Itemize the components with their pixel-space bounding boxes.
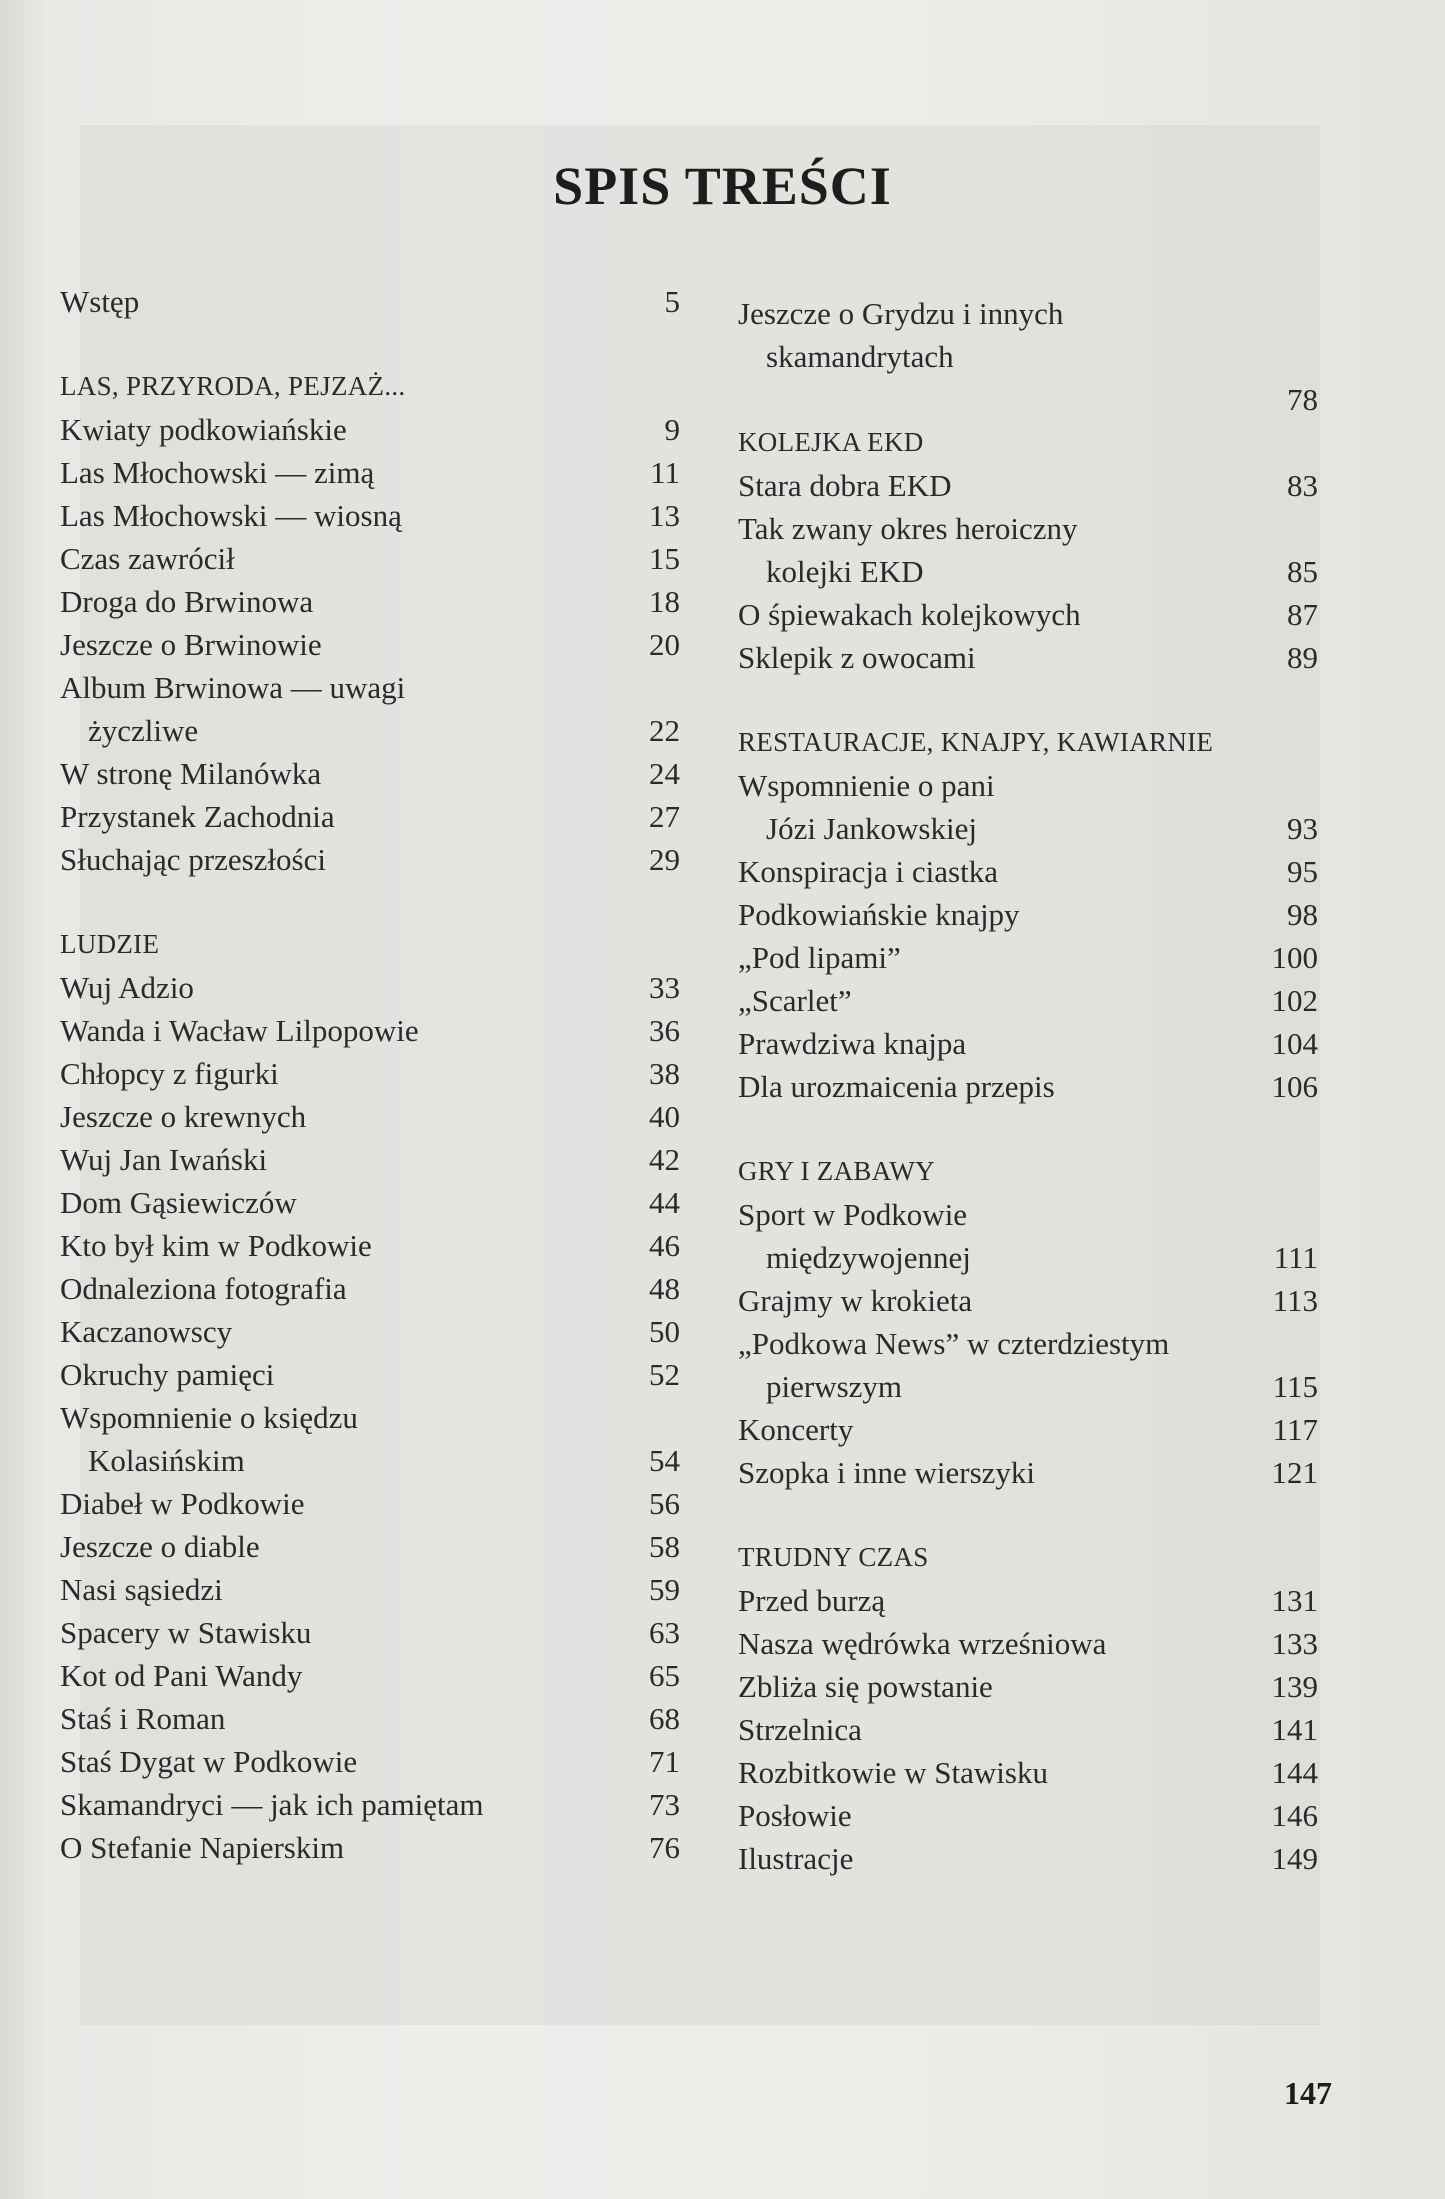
toc-entry-title: Spacery w Stawisku bbox=[60, 1615, 312, 1650]
toc-entry bbox=[738, 1708, 1318, 1751]
toc-entry bbox=[60, 1439, 680, 1482]
toc-entry-page: 33 bbox=[649, 970, 680, 1005]
toc-entry-page: 78 bbox=[1287, 382, 1318, 417]
toc-entry-page: 106 bbox=[1271, 1069, 1318, 1104]
toc-entry-page: 73 bbox=[649, 1787, 680, 1822]
toc-entry-title: Podkowiańskie knajpy bbox=[738, 897, 1020, 932]
toc-section-heading bbox=[738, 421, 1318, 464]
toc-entry bbox=[60, 580, 680, 623]
toc-entry-title: O Stefanie Napierskim bbox=[60, 1830, 345, 1865]
toc-entry bbox=[60, 838, 680, 881]
toc-entry bbox=[738, 1622, 1318, 1665]
toc-entry bbox=[738, 507, 1318, 550]
toc-section-heading bbox=[738, 1150, 1318, 1193]
toc-entry-title: Przystanek Zachodnia bbox=[60, 799, 335, 834]
toc-entry-page: 9 bbox=[664, 412, 680, 447]
toc-section-heading bbox=[738, 721, 1318, 764]
toc-entry-page: 29 bbox=[649, 842, 680, 877]
toc-entry-title: Las Młochowski — zimą bbox=[60, 455, 375, 490]
toc-entry-title: Kot od Pani Wandy bbox=[60, 1658, 303, 1693]
toc-left-column bbox=[60, 280, 680, 1869]
toc-entry-page: 5 bbox=[664, 284, 680, 319]
toc-entry bbox=[738, 764, 1318, 807]
toc-entry bbox=[738, 1022, 1318, 1065]
toc-entry bbox=[60, 966, 680, 1009]
toc-entry-title: Droga do Brwinowa bbox=[60, 584, 314, 619]
toc-entry-page: 65 bbox=[649, 1658, 680, 1693]
toc-entry-page: 63 bbox=[649, 1615, 680, 1650]
toc-entry bbox=[738, 1751, 1318, 1794]
toc-entry-title: Okruchy pamięci bbox=[60, 1357, 275, 1392]
toc-entry bbox=[738, 1451, 1318, 1494]
toc-entry-page: 46 bbox=[649, 1228, 680, 1263]
toc-entry bbox=[738, 1193, 1318, 1236]
toc-entry bbox=[60, 1396, 680, 1439]
toc-entry-page: 76 bbox=[649, 1830, 680, 1865]
toc-entry bbox=[60, 1740, 680, 1783]
toc-entry-page: 104 bbox=[1271, 1026, 1318, 1061]
toc-entry-title: W stronę Milanówka bbox=[60, 756, 322, 791]
toc-entry-title: „Pod lipami” bbox=[738, 940, 901, 975]
toc-entry bbox=[738, 1236, 1318, 1279]
toc-entry-page: 131 bbox=[1271, 1583, 1318, 1618]
toc-entry-title: Kaczanowscy bbox=[60, 1314, 233, 1349]
toc-entry-page: 100 bbox=[1271, 940, 1318, 975]
toc-entry bbox=[60, 1482, 680, 1525]
toc-entry bbox=[738, 850, 1318, 893]
toc-entry bbox=[60, 1009, 680, 1052]
toc-entry-page: 18 bbox=[649, 584, 680, 619]
toc-entry-title: Józi Jankowskiej bbox=[766, 811, 977, 846]
page-title: SPIS TREŚCI bbox=[553, 156, 892, 216]
toc-entry bbox=[738, 1579, 1318, 1622]
toc-entry bbox=[738, 807, 1318, 850]
toc-entry bbox=[60, 1267, 680, 1310]
toc-entry-page: 113 bbox=[1272, 1283, 1318, 1318]
toc-entry bbox=[60, 1611, 680, 1654]
toc-entry bbox=[60, 494, 680, 537]
toc-entry bbox=[738, 550, 1318, 593]
toc-entry-page: 87 bbox=[1287, 597, 1318, 632]
toc-entry-title: Kto był kim w Podkowie bbox=[60, 1228, 372, 1263]
toc-entry-title: Przed burzą bbox=[738, 1583, 886, 1618]
toc-entry-title: Dla urozmaicenia przepis bbox=[738, 1069, 1055, 1104]
toc-entry bbox=[60, 1525, 680, 1568]
toc-entry-page: 22 bbox=[649, 713, 680, 748]
toc-entry-page: 133 bbox=[1271, 1626, 1318, 1661]
toc-entry-title: Sklepik z owocami bbox=[738, 640, 976, 675]
toc-entry-page: 95 bbox=[1287, 854, 1318, 889]
toc-entry-title: „Podkowa News” w czterdziestym bbox=[738, 1326, 1170, 1361]
toc-entry-title: Szopka i inne wierszyki bbox=[738, 1455, 1036, 1490]
toc-entry-page: 93 bbox=[1287, 811, 1318, 846]
toc-entry-title: skamandrytach bbox=[766, 339, 954, 374]
toc-entry-title: Album Brwinowa — uwagi bbox=[60, 670, 406, 705]
toc-entry bbox=[738, 893, 1318, 936]
toc-entry-title: Odnaleziona fotografia bbox=[60, 1271, 347, 1306]
toc-entry-title: Posłowie bbox=[738, 1798, 852, 1833]
toc-entry-title: międzywojennej bbox=[766, 1240, 971, 1275]
toc-entry bbox=[738, 636, 1318, 679]
toc-entry-page: 38 bbox=[649, 1056, 680, 1091]
toc-entry-page: 89 bbox=[1287, 640, 1318, 675]
toc-entry-page: 149 bbox=[1271, 1841, 1318, 1876]
toc-entry-page: 40 bbox=[649, 1099, 680, 1134]
toc-entry-page: 48 bbox=[649, 1271, 680, 1306]
toc-entry bbox=[60, 1654, 680, 1697]
toc-entry-page: 36 bbox=[649, 1013, 680, 1048]
toc-entry-title: Jeszcze o Brwinowie bbox=[60, 627, 322, 662]
toc-entry bbox=[60, 1353, 680, 1396]
toc-entry-title: Wuj Jan Iwański bbox=[60, 1142, 268, 1177]
toc-entry bbox=[738, 1065, 1318, 1108]
toc-entry-title: Grajmy w krokieta bbox=[738, 1283, 973, 1318]
toc-entry bbox=[60, 709, 680, 752]
toc-entry-title: Wuj Adzio bbox=[60, 970, 194, 1005]
toc-entry-title: Koncerty bbox=[738, 1412, 854, 1447]
toc-entry-title: Konspiracja i ciastka bbox=[738, 854, 998, 889]
toc-entry bbox=[738, 1837, 1318, 1880]
toc-entry bbox=[738, 1322, 1318, 1365]
toc-entry bbox=[60, 451, 680, 494]
toc-entry bbox=[60, 537, 680, 580]
toc-entry-title: Tak zwany okres heroiczny bbox=[738, 511, 1078, 546]
toc-entry bbox=[60, 280, 680, 323]
toc-entry-title: Dom Gąsiewiczów bbox=[60, 1185, 297, 1220]
toc-entry-page: 56 bbox=[649, 1486, 680, 1521]
toc-entry bbox=[738, 593, 1318, 636]
toc-entry bbox=[60, 1224, 680, 1267]
toc-entry-page: 98 bbox=[1287, 897, 1318, 932]
toc-entry bbox=[738, 1794, 1318, 1837]
toc-entry-title: Diabeł w Podkowie bbox=[60, 1486, 305, 1521]
toc-entry-title: Czas zawrócił bbox=[60, 541, 235, 576]
toc-entry bbox=[738, 936, 1318, 979]
toc-entry-title: Wspomnienie o księdzu bbox=[60, 1400, 358, 1435]
toc-entry bbox=[60, 1095, 680, 1138]
toc-entry-page: 54 bbox=[649, 1443, 680, 1478]
toc-entry-title: TRUDNY CZAS bbox=[738, 1542, 929, 1572]
section-gap bbox=[60, 323, 680, 365]
toc-entry-page: 139 bbox=[1271, 1669, 1318, 1704]
toc-entry-page: 141 bbox=[1271, 1712, 1318, 1747]
toc-entry bbox=[738, 335, 1318, 378]
toc-entry bbox=[738, 979, 1318, 1022]
toc-entry-title: Chłopcy z figurki bbox=[60, 1056, 279, 1091]
toc-entry-title: Słuchając przeszłości bbox=[60, 842, 326, 877]
toc-entry-title: Wanda i Wacław Lilpopowie bbox=[60, 1013, 419, 1048]
toc-entry bbox=[738, 1365, 1318, 1408]
toc-entry-title: Jeszcze o diable bbox=[60, 1529, 260, 1564]
toc-entry-page: 117 bbox=[1272, 1412, 1318, 1447]
toc-entry-page: 85 bbox=[1287, 554, 1318, 589]
toc-entry-title: Zbliża się powstanie bbox=[738, 1669, 993, 1704]
toc-entry-page: 59 bbox=[649, 1572, 680, 1607]
toc-entry-title: Las Młochowski — wiosną bbox=[60, 498, 402, 533]
toc-entry-title: Ilustracje bbox=[738, 1841, 854, 1876]
toc-entry-title: pierwszym bbox=[766, 1369, 903, 1404]
toc-entry-title: Sport w Podkowie bbox=[738, 1197, 968, 1232]
toc-entry-page: 50 bbox=[649, 1314, 680, 1349]
toc-entry bbox=[60, 1783, 680, 1826]
toc-entry-page: 24 bbox=[649, 756, 680, 791]
section-gap bbox=[738, 1494, 1318, 1536]
toc-entry bbox=[738, 378, 1318, 421]
toc-entry-title: Staś i Roman bbox=[60, 1701, 226, 1736]
toc-entry bbox=[60, 1310, 680, 1353]
toc-entry bbox=[60, 1052, 680, 1095]
page-number: 147 bbox=[1284, 2075, 1332, 2111]
toc-entry-title: Skamandryci — jak ich pamiętam bbox=[60, 1787, 484, 1822]
section-gap bbox=[738, 1108, 1318, 1150]
toc-entry bbox=[60, 623, 680, 666]
toc-entry-page: 52 bbox=[649, 1357, 680, 1392]
toc-entry-page: 83 bbox=[1287, 468, 1318, 503]
toc-entry-title: LAS, PRZYRODA, PEJZAŻ... bbox=[60, 371, 406, 401]
toc-entry-title: Jeszcze o krewnych bbox=[60, 1099, 307, 1134]
toc-entry bbox=[60, 795, 680, 838]
toc-section-heading bbox=[60, 365, 680, 408]
toc-entry-title: KOLEJKA EKD bbox=[738, 427, 924, 457]
toc-section-heading bbox=[60, 923, 680, 966]
toc-entry-title: życzliwe bbox=[88, 713, 199, 748]
toc-entry-title: Nasza wędrówka wrześniowa bbox=[738, 1626, 1107, 1661]
toc-entry-title: Wstęp bbox=[60, 284, 140, 319]
toc-section-heading bbox=[738, 1536, 1318, 1579]
toc-entry-page: 20 bbox=[649, 627, 680, 662]
toc-entry-title: Stara dobra EKD bbox=[738, 468, 952, 503]
toc-entry bbox=[60, 1826, 680, 1869]
toc-entry bbox=[738, 1408, 1318, 1451]
toc-entry-page: 111 bbox=[1273, 1240, 1318, 1275]
toc-entry-title: Kwiaty podkowiańskie bbox=[60, 412, 347, 447]
toc-entry-title: GRY I ZABAWY bbox=[738, 1156, 935, 1186]
toc-entry-page: 102 bbox=[1271, 983, 1318, 1018]
toc-entry-page: 121 bbox=[1271, 1455, 1318, 1490]
toc-entry-page: 68 bbox=[649, 1701, 680, 1736]
toc-entry-title: Staś Dygat w Podkowie bbox=[60, 1744, 358, 1779]
toc-entry bbox=[738, 464, 1318, 507]
toc-entry-page: 42 bbox=[649, 1142, 680, 1177]
toc-entry-page: 44 bbox=[649, 1185, 680, 1220]
toc-entry bbox=[60, 666, 680, 709]
toc-entry-title: kolejki EKD bbox=[766, 554, 924, 589]
toc-entry-page: 27 bbox=[649, 799, 680, 834]
section-gap bbox=[738, 679, 1318, 721]
toc-entry-title: Jeszcze o Grydzu i innych bbox=[738, 296, 1064, 331]
toc-entry-page: 71 bbox=[649, 1744, 680, 1779]
toc-entry bbox=[60, 1568, 680, 1611]
toc-entry-title: O śpiewakach kolejkowych bbox=[738, 597, 1081, 632]
toc-entry bbox=[60, 752, 680, 795]
toc-entry bbox=[60, 1138, 680, 1181]
toc-entry-title: „Scarlet” bbox=[738, 983, 852, 1018]
toc-entry bbox=[60, 1181, 680, 1224]
toc-entry-page: 144 bbox=[1271, 1755, 1318, 1790]
toc-entry-page: 15 bbox=[649, 541, 680, 576]
toc-entry bbox=[60, 1697, 680, 1740]
toc-entry-title: Wspomnienie o pani bbox=[738, 768, 995, 803]
toc-entry bbox=[738, 1665, 1318, 1708]
section-gap bbox=[60, 881, 680, 923]
toc-entry-title: LUDZIE bbox=[60, 929, 160, 959]
toc-entry-title: Kolasińskim bbox=[88, 1443, 245, 1478]
toc-entry-title: RESTAURACJE, KNAJPY, KAWIARNIE bbox=[738, 727, 1214, 757]
toc-entry-page: 58 bbox=[649, 1529, 680, 1564]
toc-entry bbox=[60, 408, 680, 451]
toc-entry-title: Prawdziwa knajpa bbox=[738, 1026, 967, 1061]
toc-entry-page: 11 bbox=[650, 455, 680, 490]
toc-right-column bbox=[738, 292, 1318, 1880]
toc-entry-page: 13 bbox=[649, 498, 680, 533]
toc-entry-title: Strzelnica bbox=[738, 1712, 862, 1747]
toc-entry-title: Nasi sąsiedzi bbox=[60, 1572, 223, 1607]
toc-entry-title: Rozbitkowie w Stawisku bbox=[738, 1755, 1048, 1790]
toc-entry bbox=[738, 1279, 1318, 1322]
toc-entry bbox=[738, 292, 1318, 335]
toc-entry-page: 115 bbox=[1272, 1369, 1318, 1404]
toc-entry-page: 146 bbox=[1271, 1798, 1318, 1833]
